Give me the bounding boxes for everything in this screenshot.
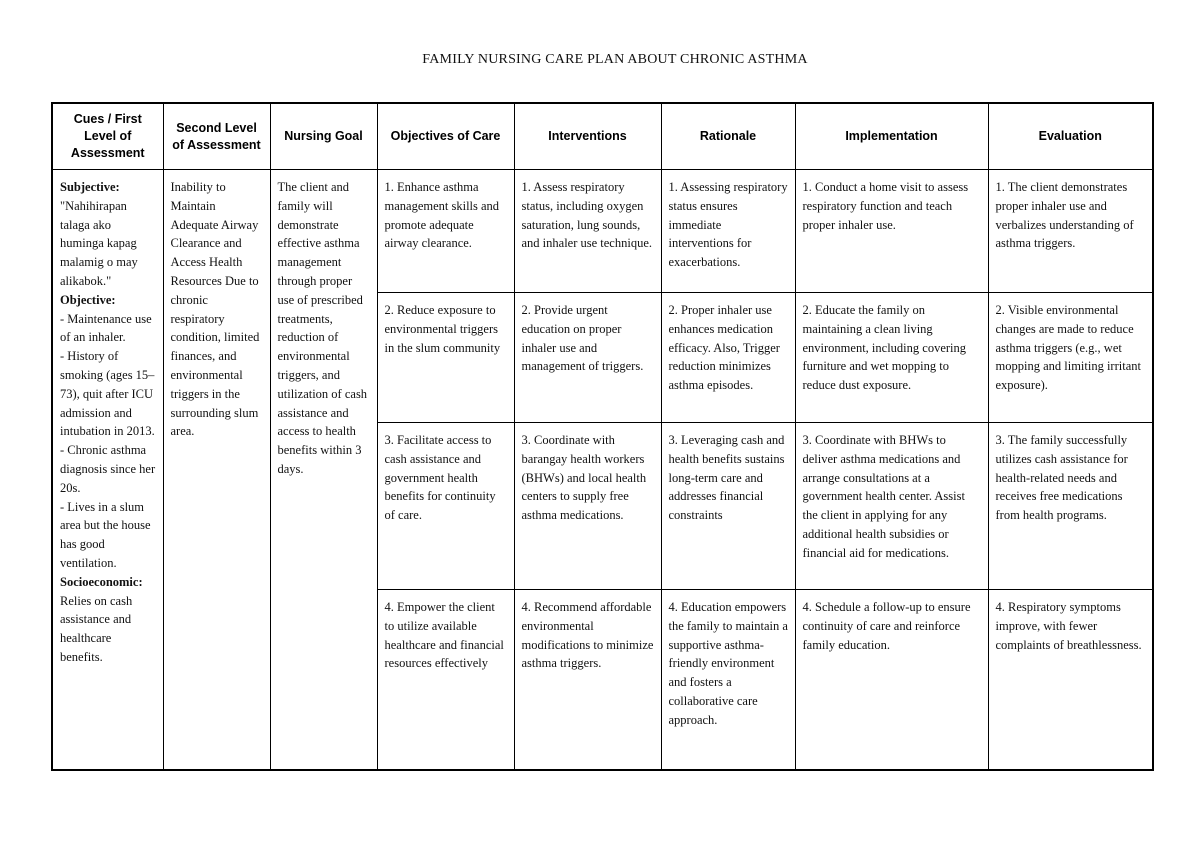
evaluation-cell: 2. Visible environmental changes are made to reduce asthma triggers (e.g., wet mopping and limiting irritant exposure). [988, 293, 1153, 423]
objective-item: - History of smoking (ages 15–73), quit after ICU admission and intubation in 2013. [60, 349, 155, 439]
intervention-cell: 3. Coordinate with barangay health workers (BHWs) and local health centers to supply free asthma medications. [514, 423, 661, 590]
implementation-cell: 4. Schedule a follow-up to ensure continuity of care and reinforce family education. [795, 590, 988, 770]
socioeconomic-label: Socioeconomic: [60, 574, 143, 589]
evaluation-cell: 1. The client demonstrates proper inhaler use and verbalizes understanding of asthma triggers. [988, 170, 1153, 293]
header-rationale: Rationale [661, 103, 795, 170]
care-plan-table [51, 102, 1154, 771]
header-objectives: Objectives of Care [377, 103, 514, 170]
objective-cell: 2. Reduce exposure to environmental triggers in the slum community [377, 293, 514, 423]
objective-item: - Maintenance use of an inhaler. [60, 311, 152, 345]
objective-item: - Lives in a slum area but the house has good ventilation. [60, 499, 151, 570]
objective-cell: 1. Enhance asthma management skills and promote adequate airway clearance. [377, 170, 514, 293]
objective-cell: 4. Empower the client to utilize available healthcare and financial resources effectively [377, 590, 514, 770]
header-interventions: Interventions [514, 103, 661, 170]
evaluation-cell: 4. Respiratory symptoms improve, with fewer complaints of breathlessness. [988, 590, 1153, 770]
socioeconomic-text: Relies on cash assistance and healthcare benefits. [60, 593, 133, 664]
subjective-label: Subjective: [60, 180, 120, 194]
intervention-cell: 4. Recommend affordable environmental modifications to minimize asthma triggers. [514, 590, 661, 770]
header-implementation: Implementation [795, 103, 988, 170]
header-nursing-goal: Nursing Goal [270, 103, 377, 170]
header-evaluation: Evaluation [988, 103, 1153, 170]
subjective-text: "Nahihirapan talaga ako huminga kapag malamig o may alikabok." [60, 198, 138, 288]
objective-label: Objective: [60, 292, 116, 307]
implementation-cell: 1. Conduct a home visit to assess respiratory function and teach proper inhaler use. [795, 170, 988, 293]
nursing-goal-cell: The client and family will demonstrate effective asthma management through proper use of prescribed treatments, reduction of environmental triggers, and utilization of cash assistance and access to health benefits within 3 days. [270, 170, 377, 770]
intervention-cell: 2. Provide urgent education on proper inhaler use and management of triggers. [514, 293, 661, 423]
header-second-level: Second Level of Assessment [163, 103, 270, 170]
page-title: FAMILY NURSING CARE PLAN ABOUT CHRONIC ASTHMA [422, 52, 808, 67]
header-cues: Cues / First Level of Assessment [52, 103, 163, 170]
header-row [52, 103, 1153, 170]
table-row [52, 170, 1153, 293]
rationale-cell: 1. Assessing respiratory status ensures immediate interventions for exacerbations. [661, 170, 795, 293]
implementation-cell: 3. Coordinate with BHWs to deliver asthma medications and arrange consultations at a government health center. Assist the client in applying for any additional health subsidies or financial aid for medications. [795, 423, 988, 590]
cues-cell [52, 170, 163, 770]
implementation-cell: 2. Educate the family on maintaining a clean living environment, including covering furniture and wet mopping to reduce dust exposure. [795, 293, 988, 423]
rationale-cell: 4. Education empowers the family to maintain a supportive asthma-friendly environment and fosters a collaborative care approach. [661, 590, 795, 770]
intervention-cell: 1. Assess respiratory status, including oxygen saturation, lung sounds, and inhaler use technique. [514, 170, 661, 293]
objective-item: - Chronic asthma diagnosis since her 20s. [60, 443, 156, 495]
objective-cell: 3. Facilitate access to cash assistance and government health benefits for continuity of care. [377, 423, 514, 590]
second-level-cell: Inability to Maintain Adequate Airway Clearance and Access Health Resources Due to chronic respiratory condition, limited finances, and environmental triggers in the surrounding slum area. [163, 170, 270, 770]
evaluation-cell: 3. The family successfully utilizes cash assistance for health-related needs and receives free medications from health programs. [988, 423, 1153, 590]
rationale-cell: 2. Proper inhaler use enhances medication efficacy. Also, Trigger reduction minimizes asthma episodes. [661, 293, 795, 423]
rationale-cell: 3. Leveraging cash and health benefits sustains long-term care and addresses financial constraints [661, 423, 795, 590]
